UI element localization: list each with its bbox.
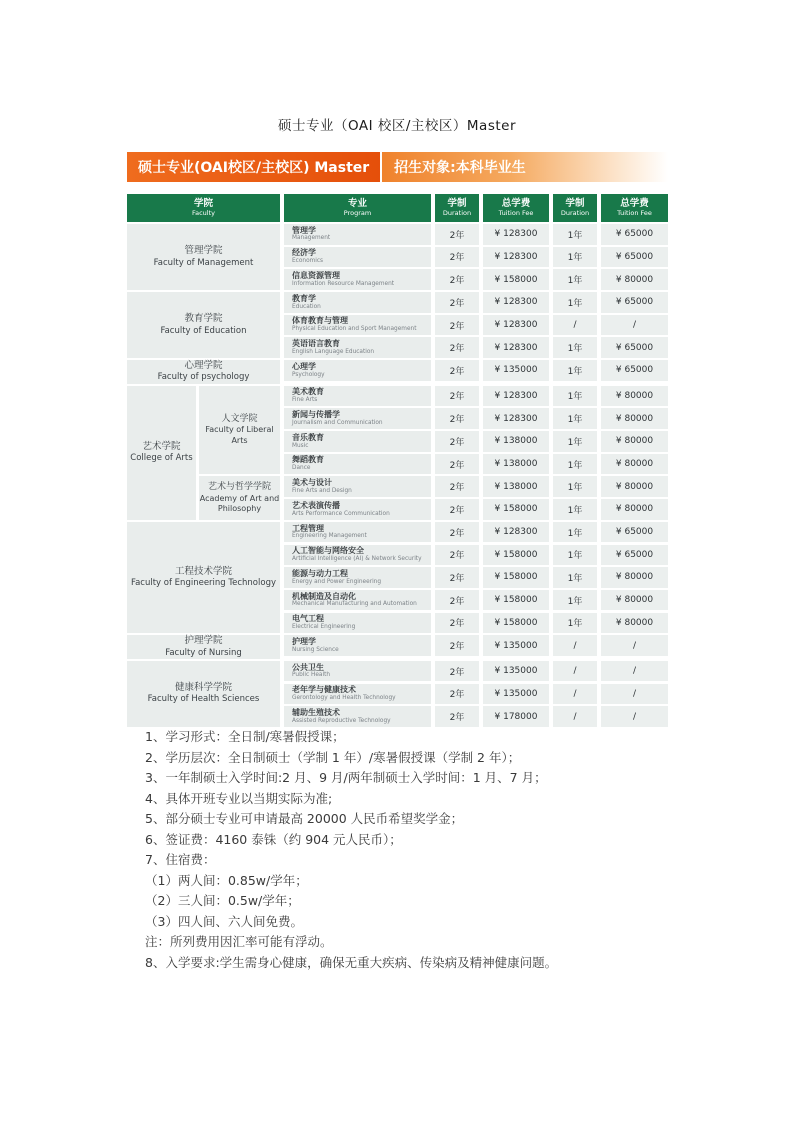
header-faculty: 学院 Faculty [127,194,280,222]
note-line: 6、签证费：4160 泰铢（约 904 元人民币）； [145,831,402,847]
table-row [284,499,668,520]
program-cell: 美术教育 Fine Arts [284,386,431,407]
duration-value: 1年 [553,522,597,543]
duration-value: 1年 [553,590,597,611]
duration-value: 2年 [435,684,479,705]
tuition-value: / [601,684,668,705]
program-cell: 辅助生殖技术 Assisted Reproductive Technology [284,706,431,727]
table-row [284,635,668,656]
program-cell: 工程管理 Engineering Management [284,522,431,543]
note-line: 2、学历层次：全日制硕士（学制 1 年）/寒暑假授课（学制 2 年）； [145,749,521,765]
header-duration-2: 学制 Duration [553,194,597,222]
duration-value: 2年 [435,613,479,634]
duration-value: / [553,706,597,727]
program-cell: 人工智能与网络安全 Artificial Intelligence (AI) & Network Security [284,545,431,566]
tuition-value: ¥ 80000 [601,567,668,588]
tuition-value: ¥ 128300 [483,315,549,336]
tuition-value: ¥ 128300 [483,247,549,268]
duration-value: 2年 [435,224,479,245]
tuition-value: ¥ 80000 [601,269,668,290]
table-row [284,522,668,543]
tuition-value: ¥ 178000 [483,706,549,727]
tuition-value: ¥ 65000 [601,247,668,268]
table-row [284,613,668,634]
tuition-value: ¥ 158000 [483,590,549,611]
section-management [127,224,668,290]
section-education [127,292,668,358]
duration-value: 1年 [553,224,597,245]
subfaculty-cell: 人文学院 Faculty of Liberal Arts [199,386,280,475]
duration-value: 2年 [435,567,479,588]
table-body [127,224,668,727]
faculty-cell: 管理学院 Faculty of Management [127,224,280,290]
program-cell: 教育学 Education [284,292,431,313]
program-cell: 英语语言教育 English Language Education [284,337,431,358]
subfaculty-cell: 艺术与哲学学院 Academy of Art and Philosophy [199,476,280,519]
duration-value: 2年 [435,315,479,336]
program-cell: 新闻与传播学 Journalism and Communication [284,408,431,429]
tuition-value: ¥ 158000 [483,499,549,520]
tuition-value: ¥ 80000 [601,386,668,407]
note-line: 8、入学要求:学生需身心健康，确保无重大疾病、传染病及精神健康问题。 [145,954,558,970]
table-header [127,194,668,222]
faculty-cell: 教育学院 Faculty of Education [127,292,280,358]
program-cell: 舞蹈教育 Dance [284,454,431,475]
duration-value: 2年 [435,269,479,290]
header-program: 专业 Program [284,194,431,222]
table-row [284,590,668,611]
tuition-value: ¥ 135000 [483,360,549,381]
duration-value: 2年 [435,431,479,452]
note-line: 5、部分硕士专业可申请最高 20000 人民币希望奖学金； [145,811,464,826]
table-row [284,431,668,452]
tuition-value: ¥ 138000 [483,431,549,452]
tuition-value: / [601,706,668,727]
tuition-value: ¥ 128300 [483,224,549,245]
duration-value: 2年 [435,337,479,358]
tuition-value: ¥ 138000 [483,476,549,497]
program-cell: 护理学 Nursing Science [284,635,431,656]
program-cell: 能源与动力工程 Energy and Power Engineering [284,567,431,588]
tuition-value: ¥ 80000 [601,408,668,429]
duration-value: 1年 [553,247,597,268]
table-row [284,408,668,429]
tuition-value: ¥ 80000 [601,590,668,611]
tuition-value: ¥ 65000 [601,545,668,566]
note-line: 1、学习形式：全日制/寒暑假授课； [145,729,345,744]
faculty-cell: 健康科学学院 Faculty of Health Sciences [127,661,280,727]
tuition-value: ¥ 80000 [601,499,668,520]
section-health-sciences [127,661,668,727]
program-cell: 公共卫生 Public Health [284,661,431,682]
faculty-cell: 工程技术学院 Faculty of Engineering Technology [127,522,280,633]
note-line: （3）四人间、六人间免费。 [145,913,303,929]
tuition-value: ¥ 128300 [483,292,549,313]
tuition-value: ¥ 80000 [601,431,668,452]
duration-value: 1年 [553,431,597,452]
duration-value: / [553,661,597,682]
table-row [284,684,668,705]
duration-value: 1年 [553,567,597,588]
table-row [284,545,668,566]
faculty-cell-group [127,386,280,520]
tuition-value: / [601,635,668,656]
banner [127,152,668,182]
table-row [284,315,668,336]
header-tuition-2: 总学费 Tuition Fee [601,194,668,222]
duration-value: 2年 [435,635,479,656]
duration-value: 2年 [435,661,479,682]
tuition-value: ¥ 138000 [483,454,549,475]
tuition-value: / [601,661,668,682]
table-row [284,337,668,358]
section-psychology [127,360,668,383]
table-row [284,292,668,313]
tuition-value: ¥ 158000 [483,567,549,588]
faculty-cell: 心理学院 Faculty of psychology [127,360,280,383]
duration-value: 2年 [435,360,479,381]
content-area [127,152,668,729]
table-row [284,269,668,290]
tuition-value: ¥ 135000 [483,635,549,656]
tuition-value: ¥ 65000 [601,522,668,543]
program-cell: 机械制造及自动化 Mechanical Manufacturing and Automation [284,590,431,611]
tuition-value: ¥ 128300 [483,522,549,543]
header-tuition-1: 总学费 Tuition Fee [483,194,549,222]
table-row [284,476,668,497]
duration-value: 1年 [553,360,597,381]
duration-value: 2年 [435,706,479,727]
duration-value: 1年 [553,454,597,475]
tuition-value: ¥ 80000 [601,476,668,497]
table-row [284,454,668,475]
faculty-cell: 护理学院 Faculty of Nursing [127,635,280,658]
tuition-value: / [601,315,668,336]
duration-value: 2年 [435,522,479,543]
tuition-value: ¥ 80000 [601,613,668,634]
tuition-value: ¥ 65000 [601,224,668,245]
program-cell: 艺术表演传播 Arts Performance Communication [284,499,431,520]
tuition-value: ¥ 135000 [483,684,549,705]
note-line: （1）两人间：0.85w/学年； [145,872,308,888]
table-row [284,567,668,588]
duration-value: / [553,684,597,705]
program-cell: 体育教育与管理 Physical Education and Sport Management [284,315,431,336]
duration-value: / [553,635,597,656]
tuition-value: ¥ 65000 [601,292,668,313]
banner-admission-target: 招生对象:本科毕业生 [382,152,668,182]
table-row [284,661,668,682]
notes-block [145,727,725,973]
section-engineering [127,522,668,633]
duration-value: 2年 [435,476,479,497]
note-line: 注：所列费用因汇率可能有浮动。 [145,934,333,949]
duration-value: 2年 [435,590,479,611]
program-cell: 心理学 Psychology [284,360,431,381]
duration-value: 2年 [435,292,479,313]
header-duration-1: 学制 Duration [435,194,479,222]
duration-value: 2年 [435,247,479,268]
table-row [284,247,668,268]
tuition-value: ¥ 65000 [601,337,668,358]
note-line: （2）三人间：0.5w/学年； [145,893,300,908]
tuition-value: ¥ 128300 [483,408,549,429]
duration-value: 2年 [435,545,479,566]
tuition-value: ¥ 128300 [483,386,549,407]
duration-value: 1年 [553,337,597,358]
duration-value: 1年 [553,292,597,313]
tuition-value: ¥ 65000 [601,360,668,381]
duration-value: 1年 [553,408,597,429]
duration-value: 1年 [553,613,597,634]
faculty-cell: 艺术学院 College of Arts [127,386,196,520]
duration-value: 1年 [553,386,597,407]
duration-value: 2年 [435,499,479,520]
page-title: 硕士专业（OAI 校区/主校区）Master [277,118,517,134]
section-arts [127,386,668,520]
duration-value: / [553,315,597,336]
duration-value: 1年 [553,499,597,520]
program-cell: 电气工程 Electrical Engineering [284,613,431,634]
tuition-value: ¥ 135000 [483,661,549,682]
tuition-value: ¥ 128300 [483,337,549,358]
banner-title: 硕士专业(OAI校区/主校区) Master [127,152,380,182]
program-cell: 老年学与健康技术 Gerontology and Health Technology [284,684,431,705]
section-nursing [127,635,668,658]
program-cell: 信息资源管理 Information Resource Management [284,269,431,290]
program-cell: 管理学 Management [284,224,431,245]
note-line: 4、具体开班专业以当期实际为准; [145,790,333,806]
table-row [284,224,668,245]
tuition-value: ¥ 158000 [483,613,549,634]
table-row [284,360,668,381]
duration-value: 1年 [553,545,597,566]
duration-value: 2年 [435,386,479,407]
program-cell: 经济学 Economics [284,247,431,268]
tuition-value: ¥ 158000 [483,545,549,566]
duration-value: 1年 [553,269,597,290]
tuition-value: ¥ 80000 [601,454,668,475]
program-cell: 音乐教育 Music [284,431,431,452]
duration-value: 1年 [553,476,597,497]
duration-value: 2年 [435,408,479,429]
tuition-value: ¥ 158000 [483,269,549,290]
table-row [284,706,668,727]
duration-value: 2年 [435,454,479,475]
note-line: 7、住宿费： [145,852,216,867]
note-line: 3、一年制硕士入学时间:2 月、9 月/两年制硕士入学时间：1 月、7 月； [145,770,547,785]
table-row [284,386,668,407]
program-cell: 美术与设计 Fine Arts and Design [284,476,431,497]
